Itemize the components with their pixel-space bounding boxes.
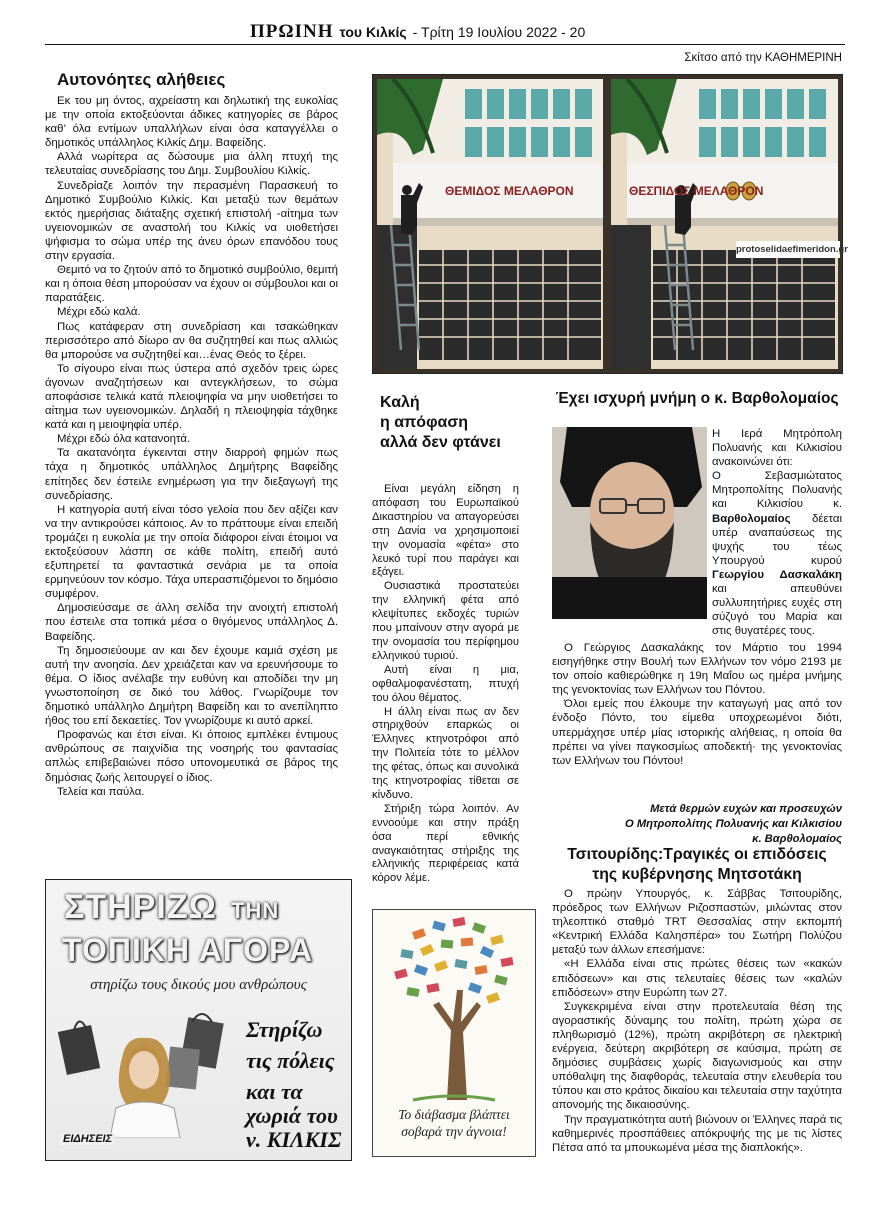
article-left-paragraph: Προφανώς και έτσι είναι. Κι όποιος εμπλέκει έντιμους ανθρώπους σε παιχνίδια της νοσηρής του φαντασίας απλώς επιβεβαιώνει πόσο υπονομευτικά σε βάρος της δημόσιας ζωής λειτουργεί ο ίδιος. <box>45 729 338 784</box>
page-header <box>45 18 845 45</box>
article-right1-paragraph: Όλοι εμείς που έλκουμε την καταγωγή μας από τον ένδοξο Πόντο, του είμεθα υποχρεωμένοι διότι, υπερμάχησε υπέρ μίας ιστορικής αλήθειας, η οποία θα πρέπει να γίνει παγκοσμίως αποδεκτή· της γενοκτονίας των Ελλήνων του Πόντου! <box>552 698 842 767</box>
article-mid-paragraph: Στήριξη τώρα λοιπόν. Αν εννοούμε και στην πράξη όσα περί εθνικής αναγκαιότητας στήριξης της ελληνικής περιφέρειας κατά κόρον λέμε. <box>372 802 519 885</box>
article-right2 <box>552 845 842 1155</box>
bishop-photo <box>552 427 707 619</box>
ad-slogan: χωριά του <box>246 1103 338 1128</box>
cartoon-illustration <box>373 75 842 373</box>
masthead-subtitle: του Κιλκίς <box>339 24 407 40</box>
reading-ad-caption <box>373 1106 535 1140</box>
masthead <box>250 21 585 43</box>
article-right2-title-line: Τσιτουρίδης:Τραγικές οι επιδόσεις <box>567 846 827 863</box>
article-left-paragraph: Τελεία και παύλα. <box>57 785 145 798</box>
article-right1-wrap <box>712 427 842 638</box>
ad-brand: ΕΙΔΗΣΕΙΣ <box>60 1133 115 1145</box>
article-mid-title-line: αλλά δεν φτάνει <box>380 434 501 451</box>
ad-slogan: Στηρίζω <box>246 1017 323 1042</box>
signature-line: κ. Βαρθολομαίος <box>752 833 842 845</box>
article-right1 <box>552 390 842 422</box>
ad-slogan: τις πόλεις <box>246 1048 335 1073</box>
masthead-title: ΠΡΩΙΝΗ <box>250 21 334 42</box>
article-left-paragraph: Θεμιτό να το ζητούν από το δημοτικό συμβούλιο, θεμιτή και η όποια θέση μπορούσαν να έχουν οι σύμβουλοι και οι παρατάξεις. <box>45 264 338 305</box>
name-bold: Γεωργίου Δασκαλάκη <box>712 568 842 581</box>
issue-date: - Τρίτη 19 Ιουλίου 2022 - 20 <box>412 24 586 40</box>
article-left-paragraph: Δημοσιεύσαμε σε άλλη σελίδα την ανοιχτή επιστολή που έστειλε στα τοπικά μέσα ο θιγόμενος υπάλληλος Δ. Βαφείδης. <box>45 602 338 643</box>
article-right1-signature <box>552 802 842 847</box>
article-right2-paragraph: Ο πρώην Υπουργός, κ. Σάββας Τσιτουρίδης, πρόεδρος των Ελλήνων Ριζοσπαστών, μιλώντας στον τηλεοπτικό σταθμό TRT Θεσσαλίας στην εκπομπή «Κεντρική Ελλάδα Καλησπέρα» του Σωτήρη Πολύζου μεταξύ των άλλων επεσήμανε: <box>552 888 842 957</box>
article-mid-paragraph: Ουσιαστικά προστατεύει την ελληνική φέτα από κλεψίτυπες εκδοχές τυριών που μπαίνουν στην αγορά με την ονομασία του περίφημου ελληνικού τυριού. <box>372 580 519 662</box>
article-right2-paragraph: Την πραγματικότητα αυτή βιώνουν οι Έλληνες παρά τις καθημερινές προσπάθειες απόκρυψής της με τις λίστες Πέτσα από τα μπουκωμένα μέσα της διαπλοκής». <box>552 1113 842 1154</box>
article-left-paragraph: Τα ακατανόητα έγκεινται στην διαρροή φημών πως τάχα η δημοτικός υπάλληλος Δημήτρης Βαφείδης επίτηδες δεν έστειλε ενημέρωση για την διεξαγωγή της συνεδρίασης. <box>45 447 338 502</box>
watermark: protoselidaefimeridon.gr <box>736 241 840 258</box>
article-left-title: Αυτονόητες αλήθειες <box>57 70 226 89</box>
text-run: δέεται υπέρ αναπαύσεως της ψυχής του τέως Υπουργού κυρού <box>712 512 842 567</box>
article-left-paragraph: Εκ του μη όντος, αχρείαστη και δηλωτική της ευκολίας με την οποία εκτοξεύονται άδικες κατηγορίες σε βάρος καθ’ όλα εντίμων υπαλλήλων είναι όσα καταγγέλλει ο δημοτικός υπάλληλος Κιλκίς Δημ. Βαφείδης. <box>45 95 338 150</box>
ad-headline: ΤΗΝ <box>231 898 280 923</box>
reading-ad-line: Το διάβασμα βλάπτει <box>398 1107 510 1122</box>
article-left-paragraph: Συνεδρίαζε λοιπόν την περασμένη Παρασκευή το Δημοτικό Συμβούλιο Κιλκίς. Και μεταξύ των θεμάτων εκτός ημερήσιας διάταξης σχετική επιστολή -αίτημα των υγειονομικών σε αναστολή του Κιλκίς να υιοθετήσει ψήφισμα το σώμα υπέρ της άνευ όρων επανόδου τους στην εργασία. <box>45 179 338 263</box>
cartoon-sign-left: ΘΕΜΙΔΟΣ ΜΕΛΑΘΡΟΝ <box>445 184 574 198</box>
sketch-credit: Σκίτσο από την ΚΑΘΗΜΕΡΙΝΗ <box>684 52 842 64</box>
article-right1-body <box>552 641 842 768</box>
local-market-ad <box>45 879 352 1161</box>
article-left-paragraph: Η κατηγορία αυτή είναι τόσο γελοία που δεν αξίζει καν να την αντικρούσει κάποιος. Αν το πράττουμε είναι επειδή τρομάζει η ευκολία με την οποία διάφοροι είναι έτοιμοι να εκτοξεύσουν λάσπη σε κάθε πολίτη, επειδή αυτό εξυπηρετεί τα φανταστικά σενάρια με τα οποία ερμηνεύουν τον κόσμο. Τάχα υπερασπιζόμενοι το δημόσιο συμφέρον. <box>45 503 338 601</box>
ad-headline: ΣΤΗΡΙΖΩ <box>64 888 217 926</box>
name-bold: Βαρθολομαίος <box>712 512 791 525</box>
article-left-paragraph: Πως κατάφεραν στη συνεδρίαση και τσακώθηκαν περισσότερο από δίωρο αν θα συζητηθεί και πως αλλιώς θα μπορούσε να συζητηθεί και…ένας Θεός το ξέρει. <box>45 320 338 361</box>
article-right1-paragraph: Ο Γεώργιος Δασκαλάκης τον Μάρτιο του 1994 εισηγήθηκε στην Βουλή των Ελλήνων τον νόμο 2193 με τον οποίο καθιερώθηκε η 19η Μαΐου ως ημέρα μνήμης της γενοκτονίας των Ελλήνων του Πόντου. <box>552 642 842 697</box>
ad-slogan: ν. ΚΙΛΚΙΣ <box>246 1127 342 1152</box>
article-right1-title: Έχει ισχυρή μνήμη ο κ. Βαρθολομαίος <box>555 390 839 407</box>
article-right1-paragraph <box>712 469 842 638</box>
ad-slogan: και τα <box>246 1079 303 1104</box>
article-right2-title-line: της κυβέρνησης Μητσοτάκη <box>592 866 802 883</box>
article-left <box>45 70 338 799</box>
article-mid-title-line: η απόφαση <box>380 414 469 431</box>
article-right2-title <box>552 845 842 885</box>
article-right1-paragraph: Η Ιερά Μητρόπολη Πολυανής και Κιλκισίου ανακοινώνει ότι: <box>712 428 842 469</box>
text-run: και απευθύνει συλλυπητήριες ευχές στη σύζυγό του Μαρία και στις θυγατέρες τους. <box>712 583 842 638</box>
shopping-woman-illustration <box>56 1008 231 1138</box>
article-left-paragraph: Τη δημοσιεύουμε αν και δεν έχουμε καμιά σχέση με αυτή την ανοησία. Δεν χρειάζεται καν να ερευνήσουμε το θέμα. Ο ίδιος ανέλαβε την ευθύνη και αποδίδει την μη γνωστοποίηση σε δικό του λάθος. Γνωρίζουμε τον δημοτικό υπάλληλο Δημήτρη Βαφείδη και το ανεπίληπτο ήθος του επί δεκαετίες. Τον γνωρίζουμε κι αυτό αρκεί. <box>45 644 338 728</box>
signature-line: Ο Μητροπολίτης Πολυανής και Κιλκισίου <box>625 818 842 830</box>
ad-headline: ΤΟΠΙΚΗ ΑΓΟΡΑ <box>62 932 314 968</box>
ad-tagline: στηρίζω τους δικούς μου ανθρώπους <box>90 977 307 993</box>
article-mid-title-line: Καλή <box>380 394 420 411</box>
article-mid-paragraph: Η άλλη είναι πως αν δεν στηριχθούν επαρκώς οι Έλληνες κτηνοτρόφοι από την Πολιτεία τότε το μέλλον της φέτας, όπως και συνολικά της κτηνοτροφίας τίθεται σε κίνδυνο. <box>372 705 519 801</box>
cartoon-panel-left <box>377 79 603 369</box>
editorial-cartoon <box>372 74 843 374</box>
reading-ad <box>372 909 536 1157</box>
article-mid-title <box>380 393 519 453</box>
article-mid-paragraph: Αυτή είναι η μια, οφθαλμοφανέστατη, πτυχή του όλου θέματος. <box>372 663 519 704</box>
article-left-paragraph: Το σίγουρο είναι πως ύστερα από σχεδόν τρεις ώρες άγονων αναζητήσεων και αντεγκλήσεων, το σώμα αποφάσισε τελικά κατά πλειοψηφία να μην υιοθετήσει το αίτημα των υγειονομικών. Δηλαδή η πλειοψηφία τάχθηκε κατά και η μειοψηφία υπέρ. <box>45 362 338 432</box>
article-mid-paragraph: Είναι μεγάλη είδηση η απόφαση του Ευρωπαϊκού Δικαστηρίου να απαγορεύσει στη Δανία να χρησιμοποιεί την ονομασία «φέτα» στο λευκό τυρί που παράγει και εξάγει. <box>372 483 519 579</box>
article-right2-paragraph: Συγκεκριμένα είναι στην προτελευταία θέση της αγοραστικής δύναμης του πολίτη, πρώτη χώρα σε πληθωρισμό (12%), πρώτη ακριβότερη σε ηλεκτρική ενέργεια, δεύτερη ακριβότερη σε καύσιμα, πρώτη σε δημόσιες συμβάσεις χωρίς διαγωνισμούς και στην υπόθαλψη της διαφθοράς, τελευταία στην ελευθερία του τύπου και στο κράτος δικαίου και τελευταία στην ταχύτητα απονομής της δικαιοσύνης. <box>552 1000 842 1112</box>
text-run: Ο Σεβασμιώτατος Μητροπολίτης Πολυανής και Κιλκισίου κ. <box>712 470 842 511</box>
reading-ad-line: σοβαρά την άγνοια! <box>401 1124 507 1139</box>
bishop-portrait <box>552 427 707 619</box>
signature-line: Μετά θερμών ευχών και προσευχών <box>650 803 842 815</box>
cartoon-sign-right: ΘΕΣΠΙΔΟΣ ΜΕΛΑΘΡΟΝ <box>629 184 764 198</box>
article-left-paragraph: Αλλά νωρίτερα ας δώσουμε μια άλλη πτυχή της τελευταίας συνεδρίασης του Δημ. Συμβουλίου Κιλκίς. <box>45 151 338 178</box>
article-left-paragraph: Μέχρι εδώ όλα κατανοητά. <box>57 433 191 446</box>
book-tree-illustration <box>373 910 535 1106</box>
article-left-paragraph: Μέχρι εδώ καλά. <box>57 306 141 319</box>
cartoon-panel-right <box>611 79 838 369</box>
article-mid <box>372 393 519 886</box>
article-right2-paragraph: «Η Ελλάδα είναι στις πρώτες θέσεις των «κακών επιδόσεων» και στις τελευταίες θέσεις των «καλών επιδόσεων» στην Ευρώπη των 27. <box>552 958 842 999</box>
